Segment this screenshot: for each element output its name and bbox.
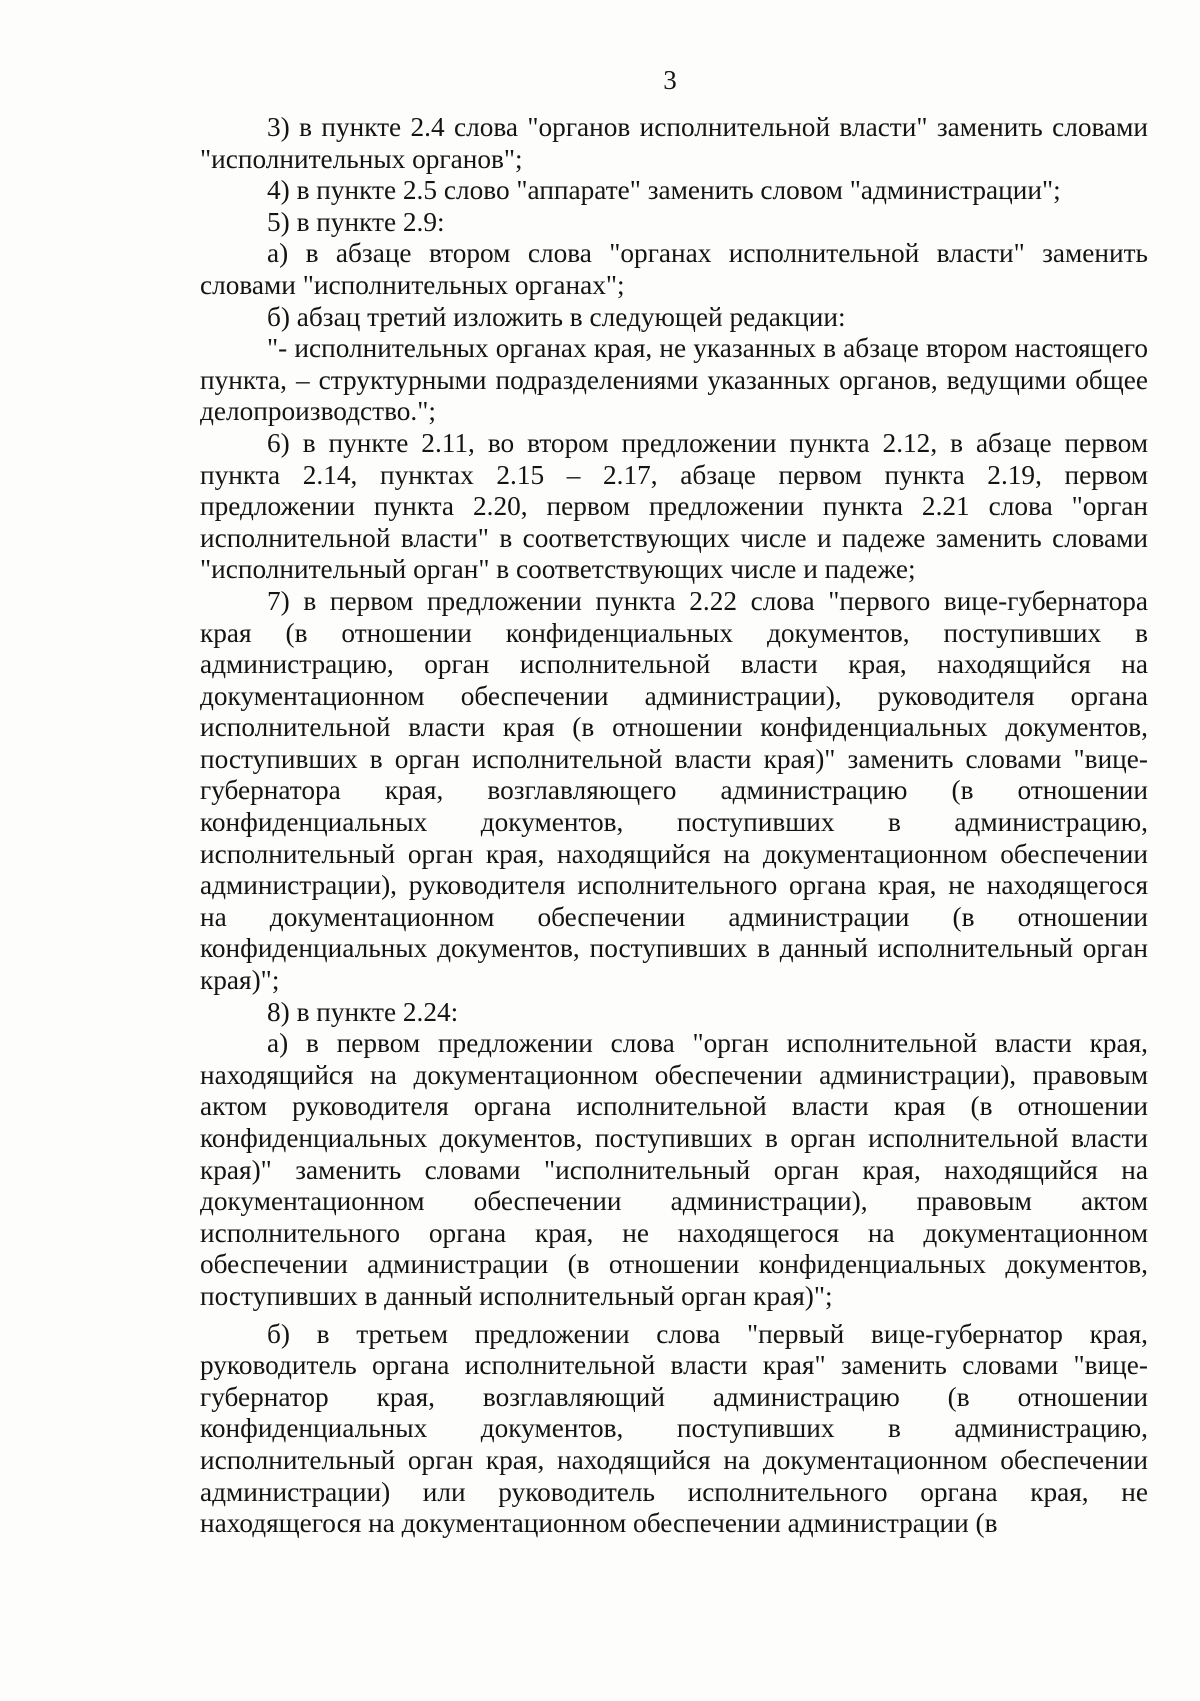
paragraph-item-3: 3) в пункте 2.4 слова "органов исполнительной власти" заменить словами "исполнительных органов"; [200, 112, 1148, 174]
paragraph-item-7: 7) в первом предложении пункта 2.22 слова "первого вице-губернатора края (в отношении конфиденциальных документов, поступивших в администрацию, орган исполнительной власти края, находящийся на документационном обеспечении администрации), руководителя органа исполнительной власти края (в отношении конфиденциальных документов, поступивших в орган исполнительной власти края)" заменить словами "вице-губернатора края, возглавляющего администрацию (в отношении конфиденциальных документов, поступивших в администрацию, исполнительный орган края, находящийся на документационном обеспечении администрации), руководителя исполнительного органа края, не находящегося на документационном обеспечении администрации (в отношении конфиденциальных документов, поступивших в данный исполнительный орган края)"; [200, 585, 1148, 996]
paragraph-subitem-8a: а) в первом предложении слова "орган исполнительной власти края, находящийся на документационном обеспечении администрации), правовым актом руководителя органа исполнительной власти края (в отношении конфиденциальных документов, поступивших в орган исполнительной власти края)" заменить словами "исполнительный орган края, находящийся на документационном обеспечении администрации), правовым актом исполнительного органа края, не находящегося на документационном обеспечении администрации (в отношении конфиденциальных документов, поступивших в данный исполнительный орган края)"; [200, 1028, 1148, 1311]
page-number: 3 [663, 65, 677, 95]
paragraph-item-6: 6) в пункте 2.11, во втором предложении пункта 2.12, в абзаце первом пункта 2.14, пунктах 2.15 – 2.17, абзаце первом пункта 2.19, первом предложении пункта 2.20, первом предложении пункта 2.21 слова "орган исполнительной власти" в соответствующих числе и падеже заменить словами "исполнительный орган" в соответствующих числе и падеже; [200, 427, 1148, 585]
paragraph-subitem-8b: б) в третьем предложении слова "первый вице-губернатор края, руководитель органа исполнительной власти края" заменить словами "вице-губернатор края, возглавляющий администрацию (в отношении конфиденциальных документов, поступивших в администрацию, исполнительный орган края, находящийся на документационном обеспечении администрации) или руководитель исполнительного органа края, не находящегося на документационном обеспечении администрации (в [200, 1318, 1148, 1539]
paragraph-item-5: 5) в пункте 2.9: [267, 206, 445, 237]
paragraph-item-8: 8) в пункте 2.24: [267, 996, 459, 1027]
paragraph-quoted-text: "- исполнительных органах края, не указанных в абзаце втором настоящего пункта, – структурными подразделениями указанных органов, ведущими общее делопроизводство."; [200, 333, 1148, 427]
paragraph-subitem-5b: б) абзац третий изложить в следующей редакции: [267, 301, 846, 332]
paragraph-subitem-5a: а) в абзаце втором слова "органах исполнительной власти" заменить словами "исполнительных органах"; [200, 238, 1148, 300]
document-body [200, 112, 1148, 1540]
paragraph-item-4: 4) в пункте 2.5 слово "аппарате" заменить словом "администрации"; [267, 175, 1061, 206]
